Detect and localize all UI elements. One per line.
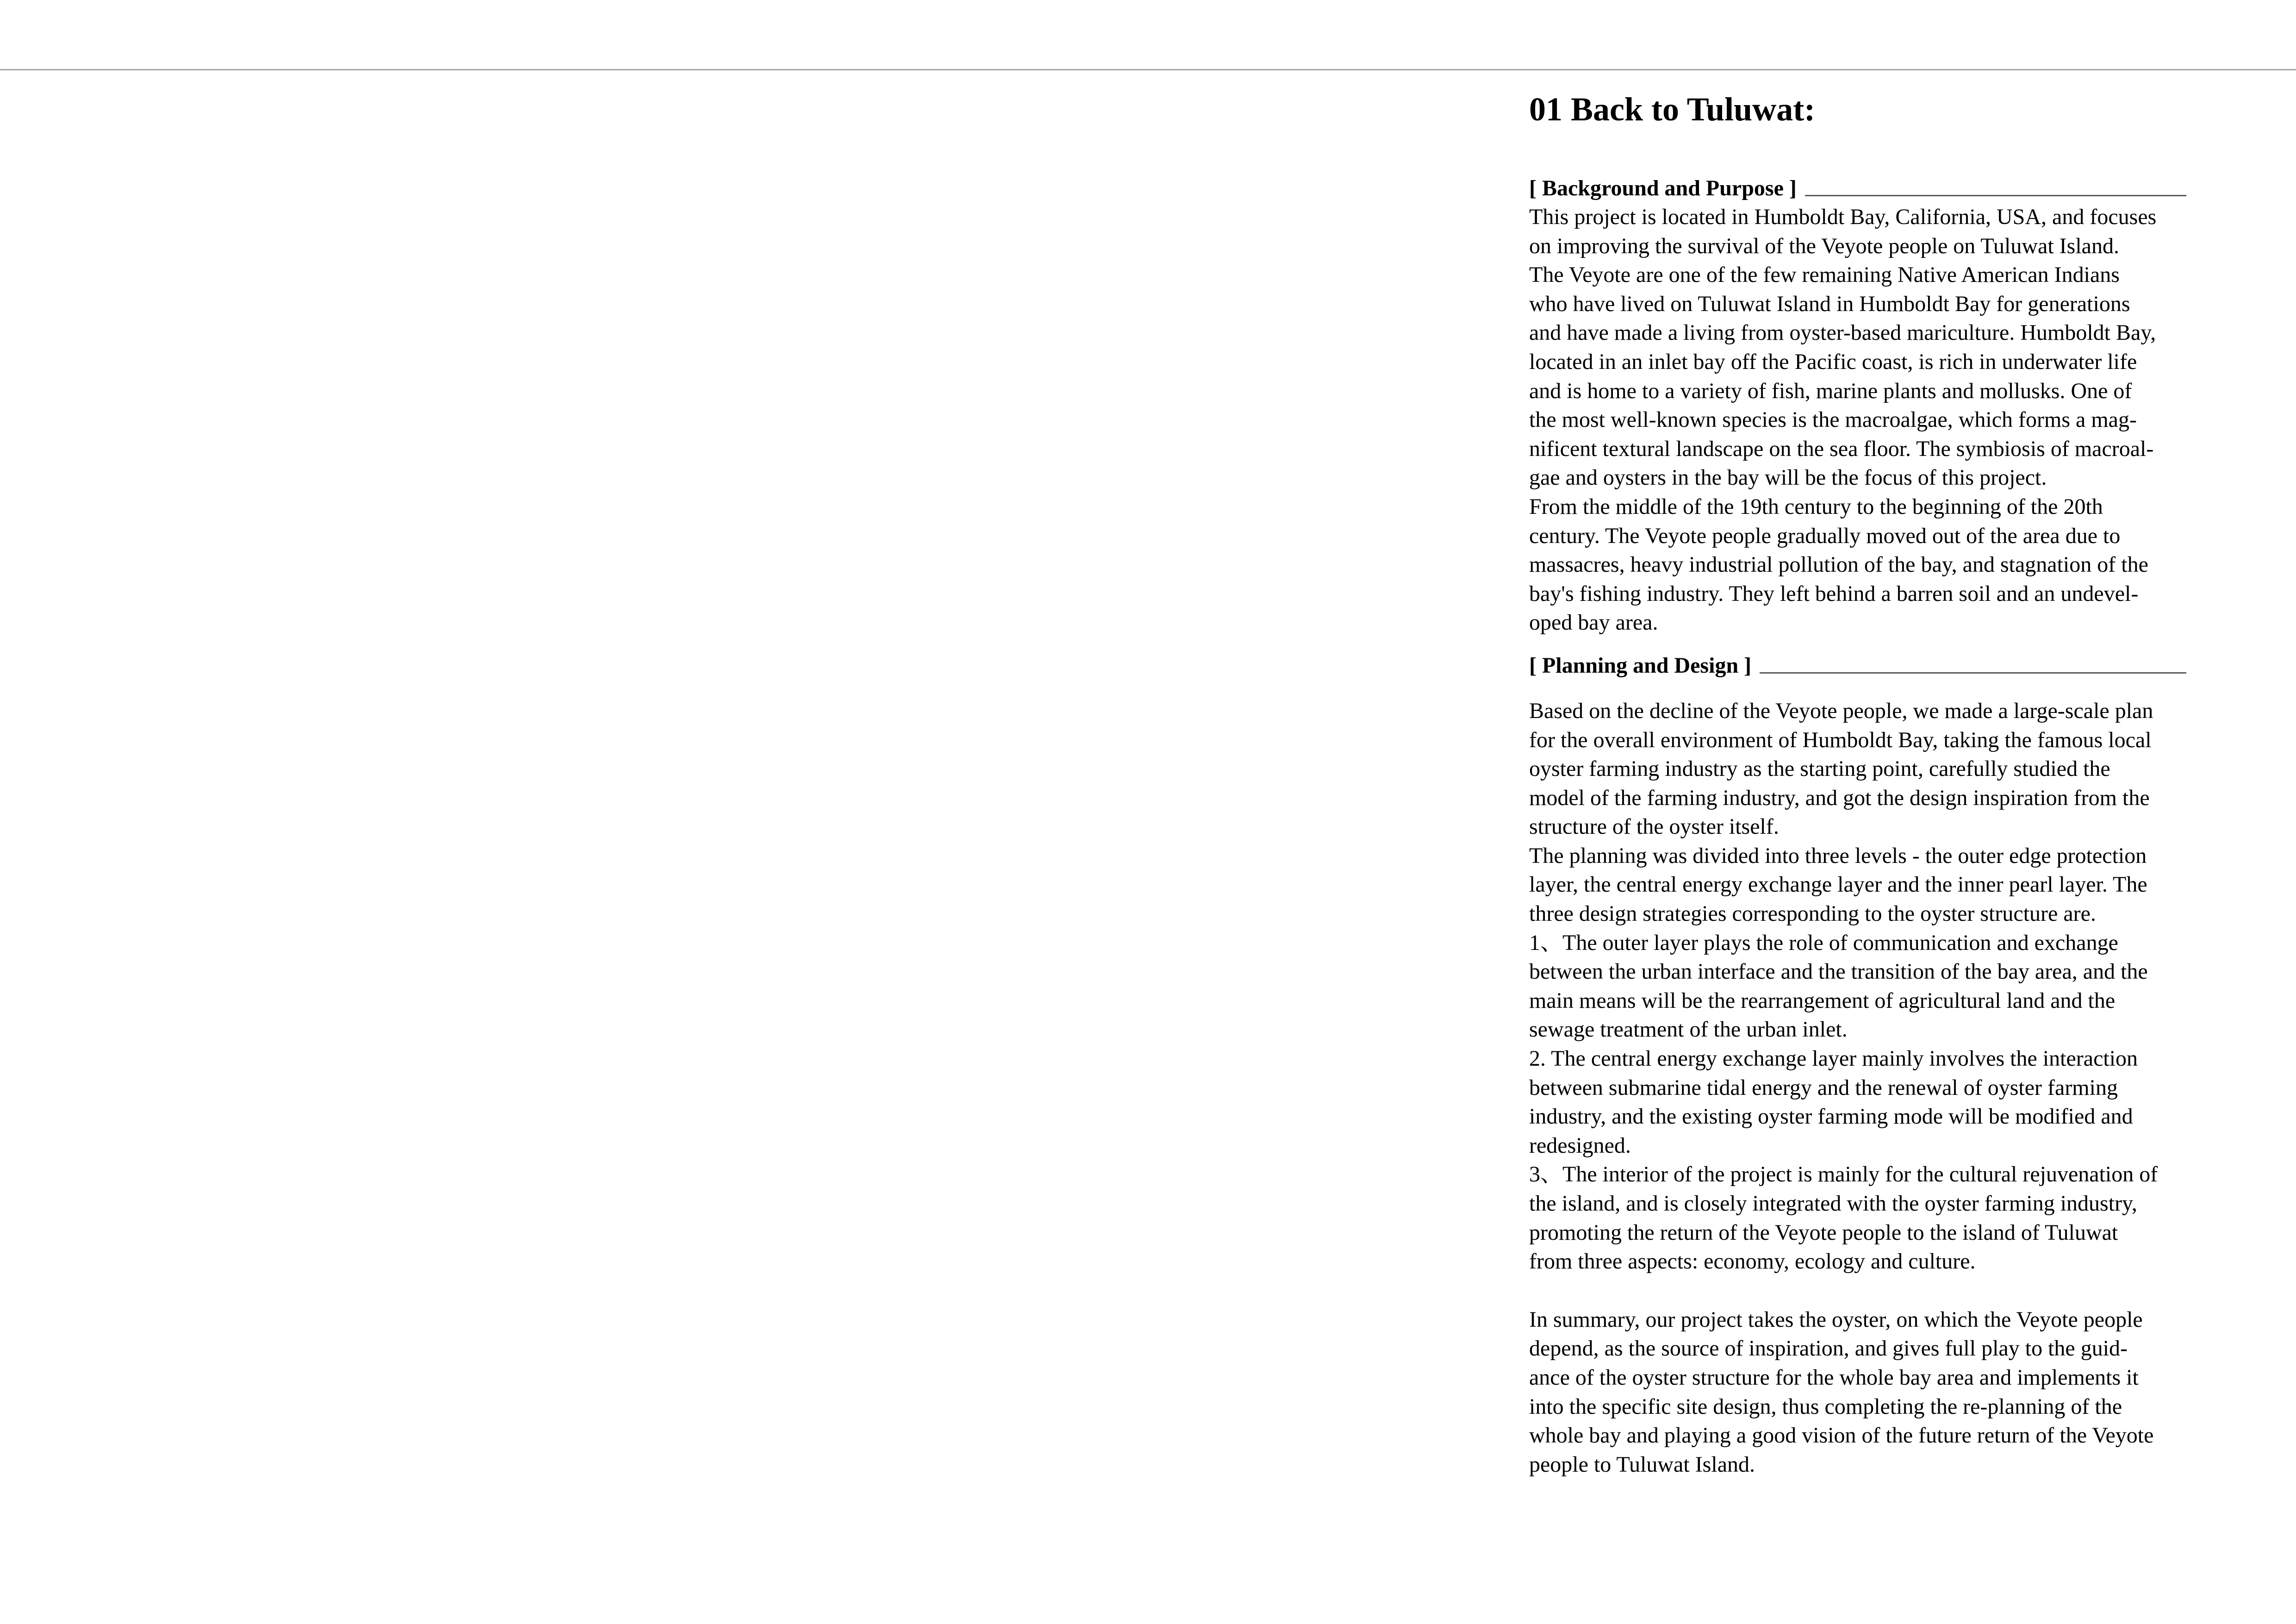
text-line: The planning was divided into three levels - the outer edge protection [1529, 843, 2147, 868]
text-line: structure of the oyster itself. [1529, 814, 1779, 839]
text-line: The Veyote are one of the few remaining Native American Indians [1529, 262, 2120, 287]
text-line: This project is located in Humboldt Bay, California, USA, and focuses [1529, 205, 2157, 229]
section-heading-planning [1529, 651, 2186, 680]
text-line: layer, the central energy exchange layer and the inner pearl layer. The [1529, 872, 2147, 897]
background-paragraph [1529, 203, 2186, 637]
section-heading-label: [ Background and Purpose ] [1529, 176, 1797, 200]
text-line: In summary, our project takes the oyster, on which the Veyote people [1529, 1307, 2143, 1332]
text-line: industry, and the existing oyster farming mode will be modified and [1529, 1104, 2133, 1129]
text-line: Based on the decline of the Veyote people, we made a large-scale plan [1529, 698, 2153, 723]
text-line: model of the farming industry, and got the design inspiration from the [1529, 785, 2150, 810]
text-line: into the specific site design, thus completing the re-planning of the [1529, 1394, 2122, 1419]
text-line: and have made a living from oyster-based mariculture. Humboldt Bay, [1529, 320, 2156, 345]
text-line: gae and oysters in the bay will be the focus of this project. [1529, 465, 2047, 490]
text-line: promoting the return of the Veyote people to the island of Tuluwat [1529, 1220, 2118, 1245]
text-line: three design strategies corresponding to the oyster structure are. [1529, 901, 2096, 926]
text-line: and is home to a variety of fish, marine plants and mollusks. One of [1529, 378, 2132, 403]
text-line: depend, as the source of inspiration, and gives full play to the guid- [1529, 1336, 2128, 1361]
text-line: century. The Veyote people gradually moved out of the area due to [1529, 523, 2121, 548]
text-line: the most well-known species is the macroalgae, which forms a mag- [1529, 407, 2137, 432]
text-line: who have lived on Tuluwat Island in Humboldt Bay for generations [1529, 291, 2130, 316]
text-line: people to Tuluwat Island. [1529, 1452, 1755, 1477]
text-line: located in an inlet bay off the Pacific coast, is rich in underwater life [1529, 349, 2137, 374]
section-heading-label: [ Planning and Design ] [1529, 653, 1752, 678]
page-title: 01 Back to Tuluwat: [1529, 91, 1816, 128]
text-line: the island, and is closely integrated with the oyster farming industry, [1529, 1191, 2137, 1216]
text-line: between submarine tidal energy and the renewal of oyster farming [1529, 1075, 2118, 1100]
text-line: sewage treatment of the urban inlet. [1529, 1017, 1848, 1042]
summary-paragraph [1529, 1305, 2186, 1480]
text-line: redesigned. [1529, 1133, 1631, 1158]
blank-left-page [0, 70, 1509, 1624]
text-line: from three aspects: economy, ecology and culture. [1529, 1249, 1976, 1274]
text-line: oyster farming industry as the starting point, carefully studied the [1529, 756, 2110, 781]
text-line: From the middle of the 19th century to the beginning of the 20th [1529, 494, 2103, 519]
section-heading-rule [1805, 195, 2186, 196]
planning-paragraph [1529, 697, 2186, 1276]
text-line: massacres, heavy industrial pollution of the bay, and stagnation of the [1529, 552, 2148, 577]
text-line: bay's fishing industry. They left behind a barren soil and an undevel- [1529, 581, 2139, 606]
text-line: 3、The interior of the project is mainly for the cultural rejuvenation of [1529, 1162, 2158, 1187]
text-line: main means will be the rearrangement of agricultural land and the [1529, 988, 2116, 1013]
text-line: ance of the oyster structure for the whole bay area and implements it [1529, 1365, 2139, 1390]
text-line: between the urban interface and the transition of the bay area, and the [1529, 959, 2148, 984]
text-line: for the overall environment of Humboldt Bay, taking the famous local [1529, 727, 2152, 752]
text-line: 1、The outer layer plays the role of communication and exchange [1529, 930, 2118, 955]
text-line: on improving the survival of the Veyote people on Tuluwat Island. [1529, 233, 2119, 258]
text-line: 2. The central energy exchange layer mainly involves the interaction [1529, 1046, 2138, 1071]
text-column [1529, 86, 2186, 1479]
section-heading-background [1529, 174, 2186, 203]
text-line: whole bay and playing a good vision of the future return of the Veyote [1529, 1423, 2154, 1448]
section-heading-rule [1760, 672, 2186, 674]
text-line: oped bay area. [1529, 610, 1658, 635]
text-line: nificent textural landscape on the sea floor. The symbiosis of macroal- [1529, 436, 2154, 461]
